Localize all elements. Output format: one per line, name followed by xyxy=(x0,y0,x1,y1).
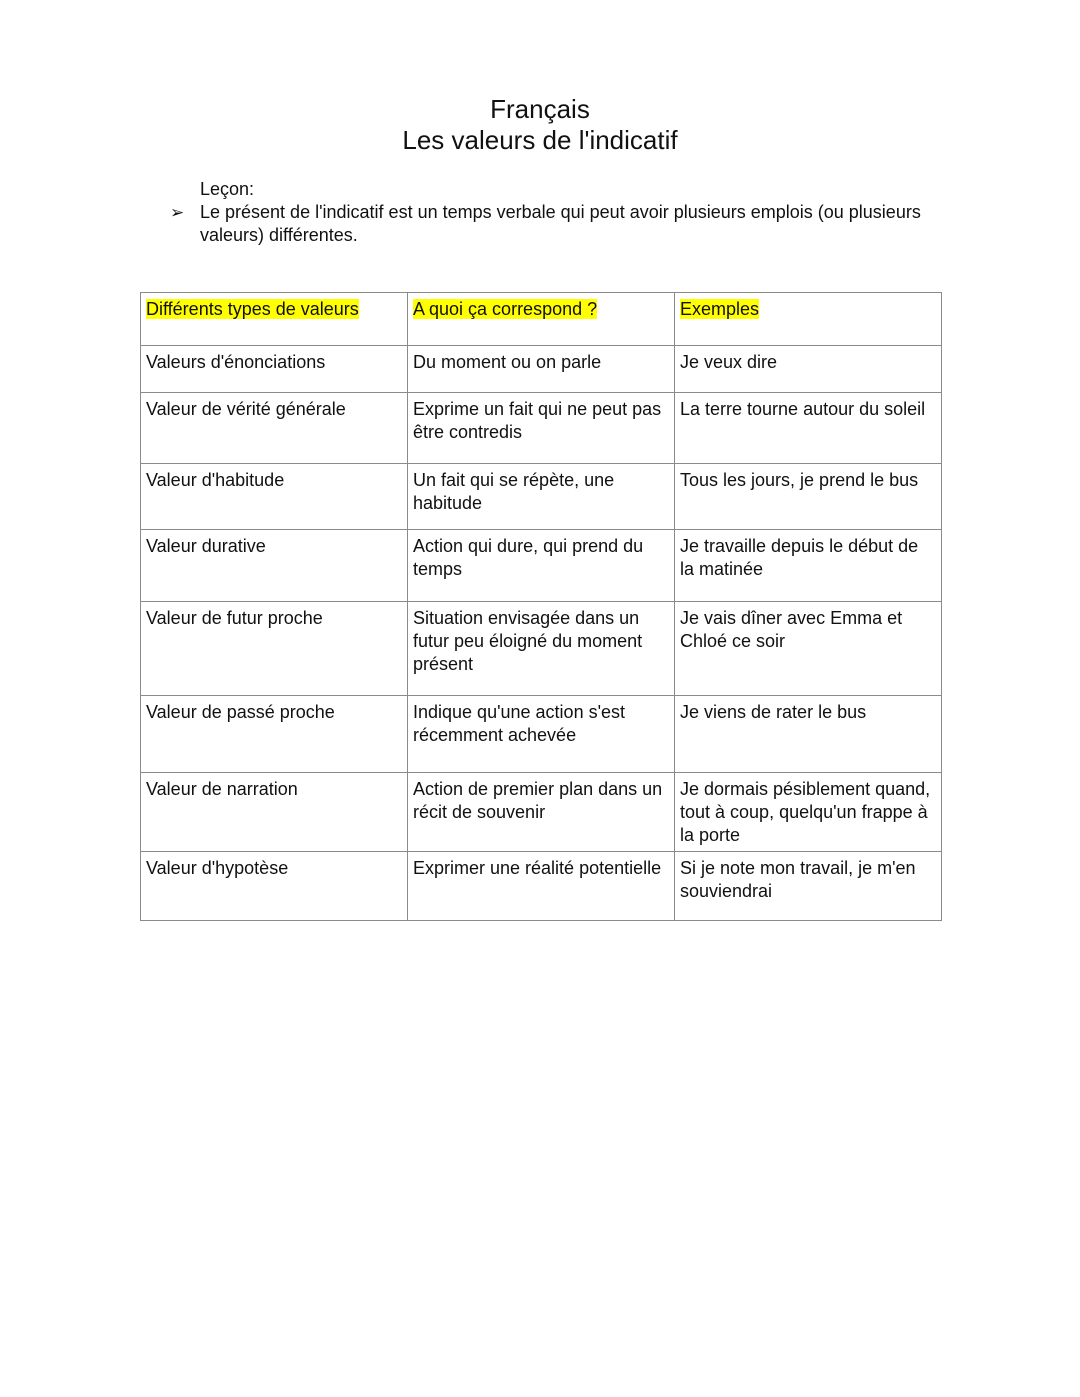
page-title: Les valeurs de l'indicatif xyxy=(402,125,678,155)
meaning-cell: Du moment ou on parle xyxy=(408,346,675,393)
example-cell: Je veux dire xyxy=(675,346,942,393)
meaning-cell: Action qui dure, qui prend du temps xyxy=(408,530,675,602)
subject-heading: Français xyxy=(490,94,590,124)
table-row xyxy=(141,696,942,773)
example-cell: Si je note mon travail, je m'en souviendrai xyxy=(675,852,942,921)
lesson-bullet xyxy=(170,201,930,247)
header-cell xyxy=(141,293,408,346)
value-type-cell: Valeur d'habitude xyxy=(141,464,408,530)
table-row xyxy=(141,464,942,530)
lesson-bullet-text: Le présent de l'indicatif est un temps verbale qui peut avoir plusieurs emplois (ou plusieurs valeurs) différentes. xyxy=(200,202,921,245)
table-row xyxy=(141,346,942,393)
value-type-cell: Valeur de narration xyxy=(141,773,408,852)
table-header-row xyxy=(141,293,942,346)
value-type-cell: Valeur de vérité générale xyxy=(141,393,408,464)
header-cell xyxy=(408,293,675,346)
meaning-cell: Exprimer une réalité potentielle xyxy=(408,852,675,921)
value-type-cell: Valeur durative xyxy=(141,530,408,602)
values-table xyxy=(140,292,942,921)
example-cell: Je dormais pésiblement quand, tout à coup, quelqu'un frappe à la porte xyxy=(675,773,942,852)
example-cell: Je travaille depuis le début de la matinée xyxy=(675,530,942,602)
example-cell: La terre tourne autour du soleil xyxy=(675,393,942,464)
table-row xyxy=(141,773,942,852)
value-type-cell: Valeur de futur proche xyxy=(141,602,408,696)
document-title-block xyxy=(0,94,1080,156)
value-type-cell: Valeur d'hypotèse xyxy=(141,852,408,921)
meaning-cell: Indique qu'une action s'est récemment achevée xyxy=(408,696,675,773)
arrowhead-bullet-icon: ➢ xyxy=(170,203,185,222)
header-types: Différents types de valeurs xyxy=(146,299,359,319)
lesson-label: Leçon: xyxy=(200,179,255,199)
table-row xyxy=(141,852,942,921)
header-examples: Exemples xyxy=(680,299,760,319)
value-type-cell: Valeurs d'énonciations xyxy=(141,346,408,393)
meaning-cell: Un fait qui se répète, une habitude xyxy=(408,464,675,530)
header-correspondence: A quoi ça correspond ? xyxy=(413,299,598,319)
example-cell: Je vais dîner avec Emma et Chloé ce soir xyxy=(675,602,942,696)
table-row xyxy=(141,393,942,464)
table-row xyxy=(141,530,942,602)
header-cell xyxy=(675,293,942,346)
meaning-cell: Exprime un fait qui ne peut pas être contredis xyxy=(408,393,675,464)
example-cell: Je viens de rater le bus xyxy=(675,696,942,773)
value-type-cell: Valeur de passé proche xyxy=(141,696,408,773)
meaning-cell: Action de premier plan dans un récit de souvenir xyxy=(408,773,675,852)
table-row xyxy=(141,602,942,696)
example-cell: Tous les jours, je prend le bus xyxy=(675,464,942,530)
meaning-cell: Situation envisagée dans un futur peu éloigné du moment présent xyxy=(408,602,675,696)
